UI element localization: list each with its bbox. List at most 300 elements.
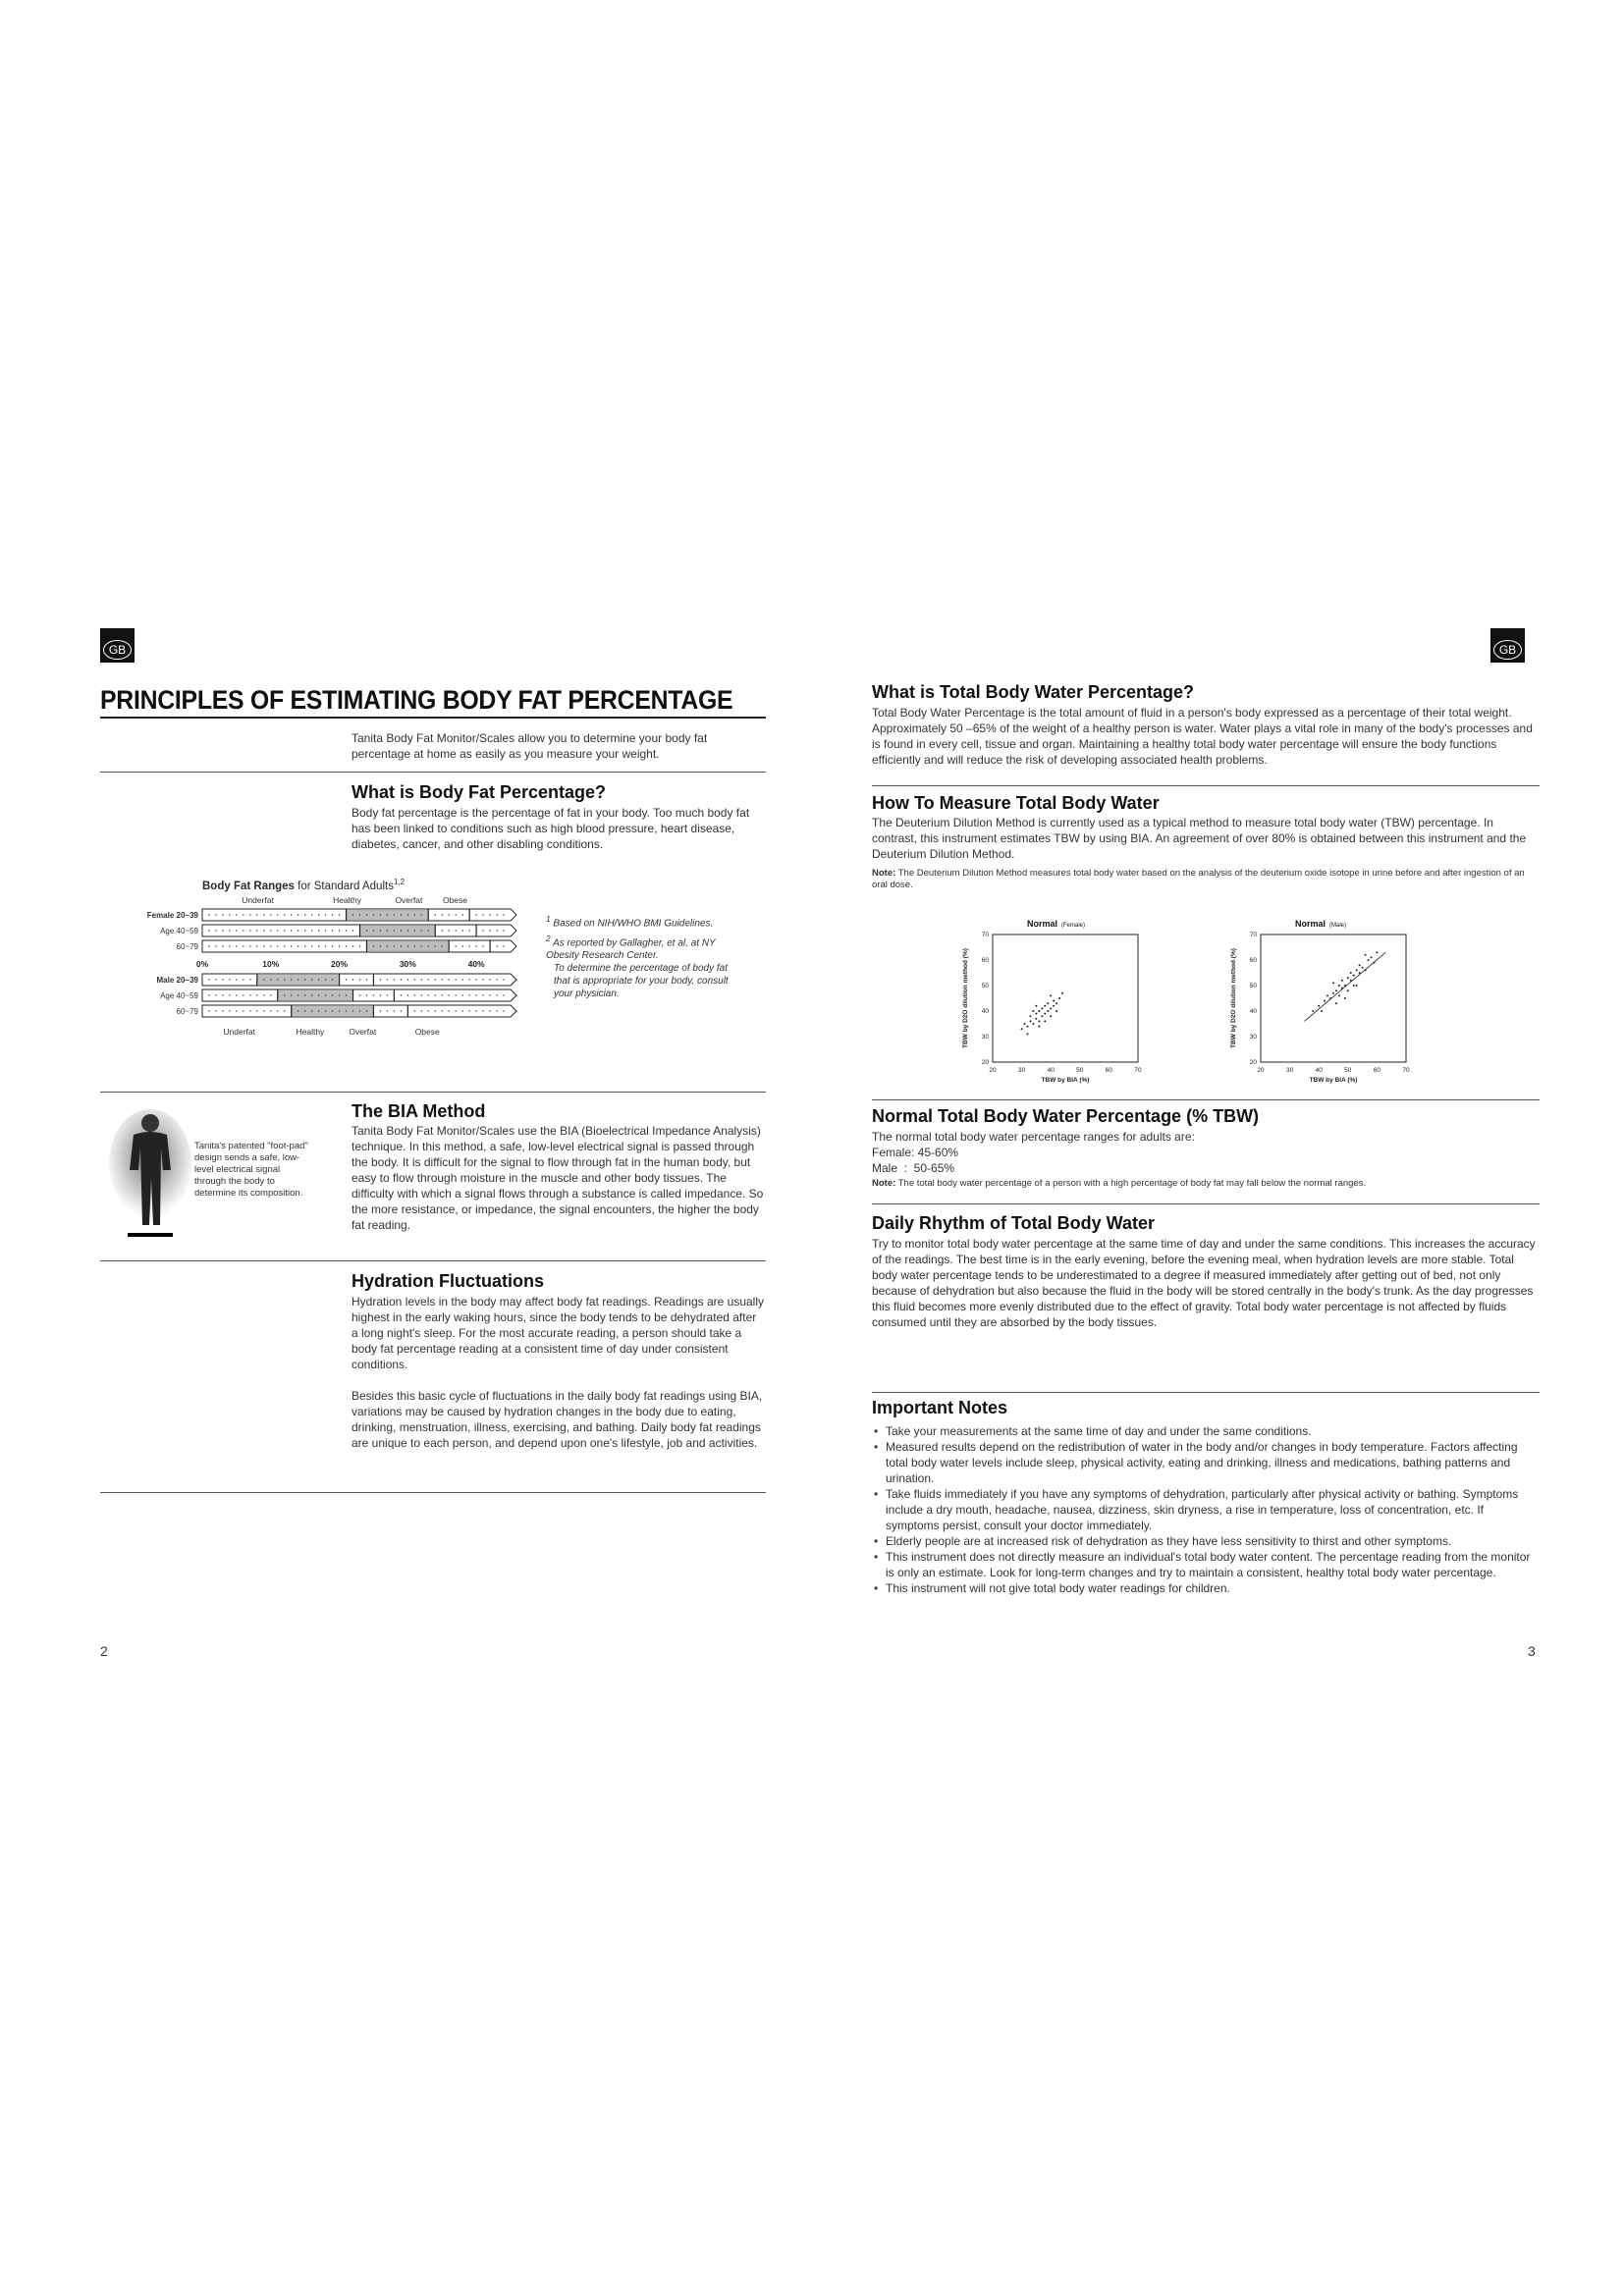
divider bbox=[872, 1392, 1540, 1393]
y-tick-label: 40 bbox=[1249, 1008, 1257, 1015]
scale-dot bbox=[332, 945, 333, 946]
female-range: Female: 45-60% bbox=[872, 1146, 959, 1159]
scale-dot bbox=[222, 1010, 223, 1011]
page-number-right: 3 bbox=[1528, 1643, 1536, 1659]
scale-dot bbox=[359, 930, 360, 931]
scale-dot bbox=[339, 979, 340, 980]
range-label-bottom: Obese bbox=[414, 1027, 440, 1037]
data-point bbox=[1038, 1026, 1040, 1028]
scale-dot bbox=[503, 1010, 504, 1011]
scale-dot bbox=[401, 994, 402, 995]
data-point bbox=[1359, 972, 1361, 974]
scale-dot bbox=[468, 979, 469, 980]
scale-dot bbox=[435, 1010, 436, 1011]
scale-dot bbox=[325, 930, 326, 931]
data-point bbox=[1029, 1015, 1031, 1017]
scale-dot bbox=[373, 945, 374, 946]
scale-dot bbox=[449, 979, 450, 980]
scale-dot bbox=[236, 979, 237, 980]
note-label: Note: bbox=[872, 1178, 896, 1189]
y-tick-label: 40 bbox=[981, 1008, 989, 1015]
scale-dot bbox=[380, 930, 381, 931]
scale-dot bbox=[407, 994, 408, 995]
scale-dot bbox=[284, 914, 285, 915]
scale-dot bbox=[366, 930, 367, 931]
scale-dot bbox=[387, 930, 388, 931]
data-point bbox=[1035, 1005, 1037, 1007]
scale-dot bbox=[359, 979, 360, 980]
scale-dot bbox=[449, 945, 450, 946]
scale-dot bbox=[332, 1010, 333, 1011]
scale-dot bbox=[414, 914, 415, 915]
scale-dot bbox=[482, 1010, 483, 1011]
scale-dot bbox=[332, 979, 333, 980]
data-point bbox=[1338, 985, 1340, 987]
scale-dot bbox=[304, 914, 305, 915]
scale-dot bbox=[222, 930, 223, 931]
data-point bbox=[1056, 1002, 1057, 1004]
scale-dot bbox=[346, 994, 347, 995]
scale-dot bbox=[243, 945, 244, 946]
data-point bbox=[1058, 997, 1060, 999]
scale-dot bbox=[442, 930, 443, 931]
scale-dot bbox=[229, 1010, 230, 1011]
range-label-top: Overfat bbox=[395, 895, 423, 905]
scale-label: 10% bbox=[262, 959, 280, 969]
scale-dot bbox=[277, 914, 278, 915]
note-item: • This instrument will not give total body water readings for children. bbox=[872, 1580, 1540, 1596]
scale-dot bbox=[421, 945, 422, 946]
scale-dot bbox=[208, 914, 209, 915]
scale-dot bbox=[394, 945, 395, 946]
data-point bbox=[1024, 1023, 1026, 1025]
scale-dot bbox=[318, 1010, 319, 1011]
scale-dot bbox=[352, 945, 353, 946]
data-point bbox=[1038, 1010, 1040, 1012]
data-point bbox=[1335, 989, 1337, 991]
scale-dot bbox=[318, 945, 319, 946]
scale-dot bbox=[263, 1010, 264, 1011]
scale-dot bbox=[380, 979, 381, 980]
scale-dot bbox=[373, 979, 374, 980]
scale-dot bbox=[215, 945, 216, 946]
scale-dot bbox=[325, 914, 326, 915]
scale-label: 20% bbox=[331, 959, 349, 969]
data-point bbox=[1044, 1005, 1046, 1007]
scale-dot bbox=[256, 945, 257, 946]
data-point bbox=[1365, 954, 1367, 956]
x-tick-label: 40 bbox=[1315, 1067, 1323, 1074]
scale-dot bbox=[229, 994, 230, 995]
scale-dot bbox=[263, 914, 264, 915]
scale-dot bbox=[461, 994, 462, 995]
age-group-label: Age 40~59 bbox=[160, 991, 198, 1000]
scale-dot bbox=[461, 979, 462, 980]
scale-label: 40% bbox=[467, 959, 485, 969]
scale-dot bbox=[277, 1010, 278, 1011]
scale-dot bbox=[304, 1010, 305, 1011]
scale-dot bbox=[373, 914, 374, 915]
range-label-top: Obese bbox=[442, 895, 468, 905]
scale-dot bbox=[449, 930, 450, 931]
scale-dot bbox=[387, 945, 388, 946]
scale-dot bbox=[387, 914, 388, 915]
scale-dot bbox=[468, 994, 469, 995]
divider bbox=[872, 785, 1540, 786]
scale-dot bbox=[284, 979, 285, 980]
scale-dot bbox=[394, 994, 395, 995]
age-group-label: Male 20~39 bbox=[156, 976, 198, 985]
scale-dot bbox=[215, 914, 216, 915]
scale-dot bbox=[496, 994, 497, 995]
scale-dot bbox=[249, 930, 250, 931]
section-heading-tbw: What is Total Body Water Percentage? bbox=[872, 682, 1195, 702]
scale-dot bbox=[442, 979, 443, 980]
section-text-measure: The Deuterium Dilution Method is currently used as a typical method to measure total body water (TBW) percentage. In contrast, this instrument estimates TBW by using BIA. An agreement of over 80% is obtained between this instrument and the Deuterium Dilution Method. bbox=[872, 816, 1527, 861]
scale-dot bbox=[311, 945, 312, 946]
y-tick-label: 30 bbox=[1249, 1034, 1257, 1041]
scale-dot bbox=[380, 1010, 381, 1011]
x-tick-label: 60 bbox=[1373, 1067, 1381, 1074]
data-point bbox=[1044, 1013, 1046, 1015]
data-point bbox=[1041, 1007, 1043, 1009]
scale-dot bbox=[401, 914, 402, 915]
scale-label: 30% bbox=[399, 959, 416, 969]
scale-dot bbox=[346, 979, 347, 980]
scale-dot bbox=[401, 945, 402, 946]
x-tick-label: 60 bbox=[1105, 1067, 1113, 1074]
scale-dot bbox=[339, 930, 340, 931]
x-tick-label: 50 bbox=[1344, 1067, 1352, 1074]
scale-dot bbox=[428, 1010, 429, 1011]
scale-dot bbox=[346, 914, 347, 915]
body-fat-ranges-chart bbox=[128, 893, 530, 1041]
scale-dot bbox=[401, 979, 402, 980]
data-point bbox=[1376, 951, 1378, 953]
scale-dot bbox=[496, 914, 497, 915]
data-point bbox=[1347, 989, 1349, 991]
data-point bbox=[1347, 977, 1349, 979]
scale-dot bbox=[284, 945, 285, 946]
scale-dot bbox=[482, 979, 483, 980]
y-axis-label: TBW by D2O dilution method (%) bbox=[962, 948, 969, 1048]
scale-dot bbox=[496, 1010, 497, 1011]
scale-dot bbox=[503, 945, 504, 946]
scale-dot bbox=[503, 914, 504, 915]
scale-dot bbox=[401, 930, 402, 931]
scale-dot bbox=[215, 930, 216, 931]
scale-dot bbox=[256, 930, 257, 931]
scale-dot bbox=[455, 930, 456, 931]
note-item: • Elderly people are at increased risk of dehydration as they have less sensitivity to thirst and other symptoms. bbox=[872, 1533, 1540, 1549]
scale-dot bbox=[394, 930, 395, 931]
scale-dot bbox=[332, 930, 333, 931]
scale-dot bbox=[318, 930, 319, 931]
data-point bbox=[1061, 992, 1063, 994]
scale-dot bbox=[468, 1010, 469, 1011]
scale-dot bbox=[455, 914, 456, 915]
divider bbox=[100, 1260, 766, 1261]
note-label: Note: bbox=[872, 868, 896, 879]
scale-dot bbox=[435, 914, 436, 915]
language-badge-left bbox=[100, 628, 135, 663]
data-point bbox=[1341, 980, 1343, 982]
scale-dot bbox=[291, 914, 292, 915]
scale-dot bbox=[435, 994, 436, 995]
age-group-label: Age 40~59 bbox=[160, 927, 198, 935]
badge-label: GB bbox=[103, 640, 132, 660]
data-point bbox=[1324, 1000, 1326, 1002]
scale-dot bbox=[256, 979, 257, 980]
data-point bbox=[1356, 985, 1358, 987]
x-tick-label: 20 bbox=[1257, 1067, 1265, 1074]
scale-dot bbox=[229, 979, 230, 980]
scale-dot bbox=[277, 994, 278, 995]
scale-dot bbox=[359, 914, 360, 915]
footnote-1-sup: 1 bbox=[546, 914, 551, 924]
chart-title-rest: for Standard Adults bbox=[294, 880, 394, 892]
badge-label: GB bbox=[1493, 640, 1522, 660]
scale-dot bbox=[236, 930, 237, 931]
scale-dot bbox=[249, 945, 250, 946]
note-text: The total body water percentage of a person with a high percentage of body fat may fall below the normal ranges. bbox=[895, 1178, 1367, 1189]
section-heading-hydration: Hydration Fluctuations bbox=[352, 1271, 545, 1291]
note-item: • Take your measurements at the same time of day and under the same conditions. bbox=[872, 1423, 1540, 1439]
age-group-label: 60~79 bbox=[176, 942, 198, 951]
range-label-top: Underfat bbox=[242, 895, 274, 905]
scale-dot bbox=[208, 979, 209, 980]
scale-dot bbox=[332, 994, 333, 995]
data-point bbox=[1353, 985, 1355, 987]
scale-dot bbox=[304, 994, 305, 995]
scale-dot bbox=[387, 979, 388, 980]
scale-dot bbox=[455, 1010, 456, 1011]
scale-dot bbox=[311, 979, 312, 980]
scale-dot bbox=[489, 1010, 490, 1011]
data-point bbox=[1353, 975, 1355, 977]
x-tick-label: 20 bbox=[989, 1067, 997, 1074]
footnote-2-text: As reported by Gallagher, et al, at NY Obesity Research Center. bbox=[546, 937, 716, 962]
scale-dot bbox=[428, 979, 429, 980]
y-tick-label: 50 bbox=[1249, 983, 1257, 989]
scale-dot bbox=[449, 1010, 450, 1011]
y-tick-label: 20 bbox=[981, 1059, 989, 1066]
scale-dot bbox=[428, 994, 429, 995]
scale-dot bbox=[270, 1010, 271, 1011]
data-point bbox=[1373, 962, 1375, 964]
scale-dot bbox=[215, 979, 216, 980]
scale-dot bbox=[236, 945, 237, 946]
scale-dot bbox=[325, 994, 326, 995]
data-point bbox=[1344, 997, 1346, 999]
scale-dot bbox=[407, 1010, 408, 1011]
data-point bbox=[1035, 1018, 1037, 1020]
scale-dot bbox=[394, 979, 395, 980]
scale-dot bbox=[442, 945, 443, 946]
scale-dot bbox=[401, 1010, 402, 1011]
scale-dot bbox=[387, 1010, 388, 1011]
chart-title-sup: 1,2 bbox=[393, 878, 406, 886]
scale-dot bbox=[380, 945, 381, 946]
data-point bbox=[1312, 1010, 1314, 1012]
data-point bbox=[1350, 980, 1352, 982]
scale-dot bbox=[318, 914, 319, 915]
scale-dot bbox=[373, 1010, 374, 1011]
note-text: The Deuterium Dilution Method measures total body water based on the analysis of the deuterium oxide isotope in urine before and after ingestion of an oral dose. bbox=[872, 868, 1525, 890]
scale-dot bbox=[461, 914, 462, 915]
note-item: • This instrument does not directly measure an individual's total body water content. The percentage reading from the monitor is only an estimate. Look for long-term changes and try to maintain a consistent, healthy total body water percentage. bbox=[872, 1549, 1540, 1580]
footnote-3: To determine the percentage of body fat that is appropriate for your body, consult your physician. bbox=[554, 963, 729, 999]
scale-dot bbox=[503, 994, 504, 995]
range-label-bottom: Underfat bbox=[223, 1027, 255, 1037]
scale-dot bbox=[236, 914, 237, 915]
scale-dot bbox=[455, 994, 456, 995]
scale-dot bbox=[366, 945, 367, 946]
scale-dot bbox=[352, 914, 353, 915]
scale-dot bbox=[449, 914, 450, 915]
scale-dot bbox=[284, 1010, 285, 1011]
scale-dot bbox=[468, 945, 469, 946]
scale-dot bbox=[489, 930, 490, 931]
scale-dot bbox=[339, 945, 340, 946]
scale-dot bbox=[270, 979, 271, 980]
section-heading-what-is: What is Body Fat Percentage? bbox=[352, 782, 607, 802]
x-tick-label: 70 bbox=[1402, 1067, 1410, 1074]
scale-dot bbox=[263, 994, 264, 995]
scale-dot bbox=[236, 1010, 237, 1011]
section-heading-notes: Important Notes bbox=[872, 1398, 1008, 1417]
scale-dot bbox=[291, 979, 292, 980]
scale-dot bbox=[366, 1010, 367, 1011]
data-point bbox=[1050, 1007, 1052, 1009]
scale-dot bbox=[243, 1010, 244, 1011]
scale-dot bbox=[215, 1010, 216, 1011]
scale-dot bbox=[352, 979, 353, 980]
scale-dot bbox=[359, 1010, 360, 1011]
data-point bbox=[1365, 969, 1367, 971]
scale-dot bbox=[304, 979, 305, 980]
x-tick-label: 70 bbox=[1134, 1067, 1142, 1074]
divider bbox=[100, 1092, 766, 1093]
scale-dot bbox=[407, 914, 408, 915]
y-tick-label: 70 bbox=[1249, 932, 1257, 938]
scale-dot bbox=[428, 914, 429, 915]
page-title: PRINCIPLES OF ESTIMATING BODY FAT PERCENTAGE bbox=[100, 685, 733, 715]
scale-dot bbox=[503, 979, 504, 980]
scale-dot bbox=[311, 930, 312, 931]
chart-subtitle: (Male) bbox=[1329, 923, 1347, 929]
scale-dot bbox=[421, 994, 422, 995]
scale-dot bbox=[249, 994, 250, 995]
section-text-hydration-1: Hydration levels in the body may affect body fat readings. Readings are usually highest in the early waking hours, since the body tends to be dehydrated after a long night's sleep. For the most accurate reading, a person should take a body fat percentage reading at a consistent time of day under consistent conditions. bbox=[352, 1295, 765, 1371]
scale-dot bbox=[229, 914, 230, 915]
chart-title: Normal bbox=[1294, 919, 1326, 929]
range-label-top: Healthy bbox=[333, 895, 361, 905]
scale-dot bbox=[503, 930, 504, 931]
chart-subtitle: (Female) bbox=[1061, 923, 1086, 929]
section-heading-bia: The BIA Method bbox=[352, 1101, 486, 1121]
scale-dot bbox=[414, 945, 415, 946]
data-point bbox=[1038, 1020, 1040, 1022]
note-item: • Take fluids immediately if you have any symptoms of dehydration, particularly after physical activity or bathing. Symptoms include a dry mouth, headache, nausea, dizziness, skin dryness, a rise in temperature, loss of concentration, etc. If symptoms persist, consult your doctor immediately. bbox=[872, 1486, 1540, 1533]
data-point bbox=[1056, 1010, 1057, 1012]
scale-dot bbox=[435, 979, 436, 980]
scale-dot bbox=[475, 979, 476, 980]
scale-dot bbox=[373, 994, 374, 995]
scale-dot bbox=[236, 994, 237, 995]
scale-dot bbox=[461, 930, 462, 931]
section-text-tbw: Total Body Water Percentage is the total amount of fluid in a person's body expressed as a percentage of their total weight. Approximately 50 –65% of the weight of a healthy person is water. Water plays a vital role in many of the body's processes and is found in every cell, tissue and organ. Maintaining a healthy total body water percentage will ensure the body functions efficiently and will reduce the risk of developing associated health problems. bbox=[872, 706, 1533, 767]
scale-dot bbox=[249, 914, 250, 915]
data-point bbox=[1027, 1026, 1029, 1028]
scale-dot bbox=[394, 914, 395, 915]
scale-dot bbox=[243, 914, 244, 915]
scale-dot bbox=[387, 994, 388, 995]
scale-dot bbox=[461, 945, 462, 946]
section-heading-rhythm: Daily Rhythm of Total Body Water bbox=[872, 1213, 1156, 1233]
footnote-1-text: Based on NIH/WHO BMI Guidelines. bbox=[553, 918, 714, 930]
scale-dot bbox=[352, 1010, 353, 1011]
scale-dot bbox=[270, 945, 271, 946]
scale-label: 0% bbox=[195, 959, 209, 969]
scale-dot bbox=[270, 930, 271, 931]
x-tick-label: 30 bbox=[1285, 1067, 1294, 1074]
scale-dot bbox=[496, 979, 497, 980]
scale-dot bbox=[380, 914, 381, 915]
scale-dot bbox=[421, 914, 422, 915]
scale-dot bbox=[475, 994, 476, 995]
scale-dot bbox=[366, 914, 367, 915]
data-point bbox=[1332, 992, 1334, 994]
scale-dot bbox=[414, 930, 415, 931]
data-point bbox=[1329, 997, 1331, 999]
data-point bbox=[1044, 1020, 1046, 1022]
scale-dot bbox=[291, 930, 292, 931]
scale-dot bbox=[482, 945, 483, 946]
divider bbox=[872, 1099, 1540, 1100]
bia-caption: Tanita's patented "foot-pad" design sends a safe, low-level electrical signal through the body to determine its composition. bbox=[194, 1141, 308, 1199]
scale-dot bbox=[346, 930, 347, 931]
age-group-label: 60~79 bbox=[176, 1007, 198, 1016]
scale-dot bbox=[475, 945, 476, 946]
scale-dot bbox=[311, 914, 312, 915]
scale-dot bbox=[442, 914, 443, 915]
scale-dot bbox=[339, 1010, 340, 1011]
x-axis-label: TBW by BIA (%) bbox=[1309, 1077, 1358, 1084]
scale-dot bbox=[208, 994, 209, 995]
footnote-2 bbox=[546, 933, 742, 962]
scale-dot bbox=[291, 1010, 292, 1011]
scale-dot bbox=[243, 994, 244, 995]
scale-dot bbox=[489, 914, 490, 915]
scale-dot bbox=[346, 945, 347, 946]
scale-dot bbox=[284, 994, 285, 995]
healthy-segment bbox=[278, 990, 353, 1000]
note-item: • Measured results depend on the redistribution of water in the body and/or changes in body temperature. Factors affecting total body water levels include sleep, physical activity, eating and drinking, illness and medications, bathing patterns and urination. bbox=[872, 1439, 1540, 1486]
age-group-label: Female 20~39 bbox=[146, 911, 198, 920]
scale-dot bbox=[414, 994, 415, 995]
scale-dot bbox=[455, 979, 456, 980]
scale-dot bbox=[325, 979, 326, 980]
section-heading-measure: How To Measure Total Body Water bbox=[872, 793, 1160, 813]
x-tick-label: 50 bbox=[1076, 1067, 1084, 1074]
plot-frame bbox=[993, 934, 1138, 1062]
scale-dot bbox=[449, 994, 450, 995]
data-point bbox=[1318, 1005, 1320, 1007]
scale-dot bbox=[442, 1010, 443, 1011]
scale-dot bbox=[352, 994, 353, 995]
scale-dot bbox=[311, 994, 312, 995]
